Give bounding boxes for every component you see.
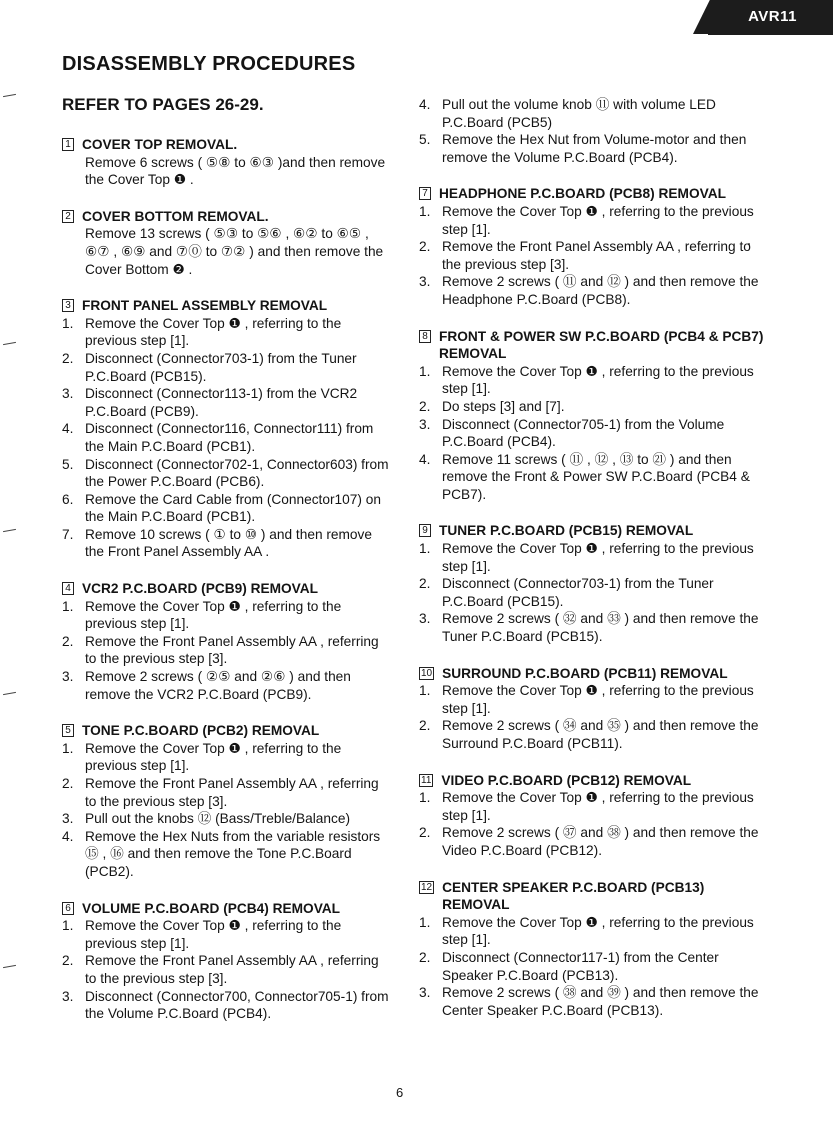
- step-index: 3.: [62, 669, 74, 685]
- refer-pages-heading: REFER TO PAGES 26-29.: [62, 95, 264, 114]
- section-title: HEADPHONE P.C.BOARD (PCB8) REMOVAL: [439, 186, 726, 202]
- section-title: SURROUND P.C.BOARD (PCB11) REMOVAL: [442, 665, 728, 681]
- step-index: 2.: [419, 398, 431, 414]
- step-text: Remove the Card Cable from (Connector107) on the Main P.C.Board (PCB1).: [85, 491, 381, 525]
- margin-mark: [3, 965, 16, 968]
- margin-mark: [3, 529, 16, 532]
- procedure-section: [62, 722, 392, 880]
- step-item: [419, 717, 764, 752]
- section-title: FRONT PANEL ASSEMBLY REMOVAL: [82, 298, 328, 314]
- step-number-box: 11: [421, 774, 432, 786]
- step-item: [62, 456, 392, 491]
- step-item: [419, 682, 764, 717]
- step-text: Remove the Front Panel Assembly AA , referring to the previous step [3].: [442, 239, 751, 272]
- step-number-box: 6: [62, 902, 74, 915]
- step-index: 4.: [62, 828, 74, 844]
- section-heading: [62, 208, 392, 226]
- step-text: Remove 2 screws ( ②⑤ and ②⑥ ) and then remove the VCR2 P.C.Board (PCB9).: [85, 669, 351, 702]
- step-index: 1.: [62, 598, 74, 614]
- step-text: Remove 2 screws ( ㉜ and ㉝ ) and then remove the Tuner P.C.Board (PCB15).: [442, 611, 759, 645]
- step-item: [419, 203, 764, 238]
- step-index: 3.: [419, 274, 431, 290]
- section-title: TONE P.C.BOARD (PCB2) REMOVAL: [82, 723, 320, 739]
- step-number-box: 7: [419, 187, 431, 200]
- step-item: [62, 988, 392, 1023]
- step-index: 1.: [419, 914, 431, 930]
- page-number: 6: [396, 1085, 404, 1100]
- step-index: 2.: [62, 776, 74, 791]
- step-item: [62, 491, 392, 526]
- step-index: 5.: [62, 456, 74, 472]
- step-text: Remove the Front Panel Assembly AA , referring to the previous step [3].: [85, 633, 379, 667]
- step-item: [419, 949, 764, 984]
- step-text: Remove the Front Panel Assembly AA , referring to the previous step [3].: [85, 776, 379, 809]
- step-list: [419, 96, 764, 166]
- step-item: [419, 398, 764, 416]
- step-item: [419, 610, 764, 645]
- step-list: [62, 598, 392, 704]
- step-number-box: 10: [421, 667, 433, 679]
- step-item: [419, 273, 764, 308]
- procedure-section: [62, 580, 392, 703]
- section-heading: [419, 665, 764, 683]
- step-index: 3.: [419, 611, 431, 627]
- step-item: [62, 385, 392, 420]
- section-heading: [419, 328, 764, 363]
- step-item: [62, 828, 392, 881]
- step-text: Disconnect (Connector117-1) from the Center Speaker P.C.Board (PCB13).: [442, 949, 719, 983]
- margin-mark: [3, 692, 16, 695]
- section-title: TUNER P.C.BOARD (PCB15) REMOVAL: [439, 523, 694, 539]
- step-index: 2.: [62, 953, 74, 969]
- step-item: [62, 633, 392, 668]
- section-heading: [62, 580, 392, 598]
- step-list: [419, 914, 764, 1020]
- right-column: [419, 96, 764, 1038]
- procedure-section: [62, 297, 392, 561]
- section-title: VIDEO P.C.BOARD (PCB12) REMOVAL: [441, 772, 692, 788]
- left-column: [62, 136, 392, 1042]
- step-item: [62, 775, 392, 810]
- step-item: [419, 238, 764, 273]
- step-number-box: 1: [62, 138, 74, 151]
- procedure-section: [419, 665, 764, 753]
- section-text: Remove 13 screws ( ⑤③ to ⑤⑥ , ⑥② to ⑥⑤ , ⑥⑦ , ⑥⑨ and ⑦⓪ to ⑦② ) and then remove the Cover Bottom ❷ .: [85, 226, 384, 277]
- step-text: Disconnect (Connector702-1, Connector603) from the Power P.C.Board (PCB6).: [85, 456, 389, 490]
- step-item: [62, 350, 392, 385]
- step-index: 2.: [419, 576, 431, 592]
- step-list: [62, 740, 392, 881]
- procedure-section: [62, 136, 392, 189]
- step-text: Remove 11 screws ( ⑪ , ⑫ , ⑬ to ㉑ ) and then remove the Front & Power SW P.C.Board (PCB4 & PCB7).: [442, 451, 750, 502]
- step-text: Remove the Hex Nut from Volume-motor and then remove the Volume P.C.Board (PCB4).: [442, 132, 747, 165]
- step-text: Remove 2 screws ( ㊲ and ㊳ ) and then remove the Video P.C.Board (PCB12).: [442, 825, 759, 858]
- step-index: 5.: [419, 132, 431, 148]
- section-heading: [62, 722, 392, 740]
- step-index: 1.: [419, 683, 431, 699]
- step-item: [62, 810, 392, 828]
- step-item: [62, 917, 392, 952]
- step-index: 3.: [419, 416, 431, 432]
- step-text: Remove 2 screws ( ⑪ and ⑫ ) and then remove the Headphone P.C.Board (PCB8).: [442, 274, 759, 307]
- margin-mark: [3, 342, 16, 345]
- step-item: [62, 668, 392, 703]
- step-index: 1.: [62, 918, 74, 934]
- step-list: [419, 789, 764, 859]
- step-index: 3.: [62, 811, 74, 827]
- step-item: [62, 315, 392, 350]
- step-number-box: 2: [62, 210, 74, 223]
- step-text: Disconnect (Connector113-1) from the VCR2 P.C.Board (PCB9).: [85, 386, 358, 419]
- step-item: [419, 131, 764, 166]
- step-text: Remove the Cover Top ❶ , referring to the previous step [1].: [85, 918, 342, 951]
- section-heading: [419, 185, 764, 203]
- procedure-section: [419, 96, 764, 166]
- step-item: [419, 363, 764, 398]
- step-item: [62, 740, 392, 775]
- step-item: [419, 575, 764, 610]
- step-list: [419, 540, 764, 646]
- step-text: Remove the Front Panel Assembly AA , referring to the previous step [3].: [85, 953, 379, 986]
- step-text: Remove the Cover Top ❶ , referring to the previous step [1].: [442, 914, 754, 948]
- section-heading: [419, 772, 764, 790]
- section-title: CENTER SPEAKER P.C.BOARD (PCB13) REMOVAL: [442, 879, 705, 913]
- step-text: Disconnect (Connector703-1) from the Tuner P.C.Board (PCB15).: [85, 350, 357, 384]
- step-index: 2.: [62, 350, 74, 366]
- step-index: 1.: [419, 541, 431, 557]
- step-index: 1.: [62, 315, 74, 331]
- procedure-section: [419, 328, 764, 504]
- section-title: COVER BOTTOM REMOVAL.: [82, 208, 269, 224]
- model-label: AVR11: [748, 8, 797, 25]
- section-title: COVER TOP REMOVAL.: [82, 137, 238, 152]
- procedure-section: [419, 185, 764, 308]
- step-text: Remove the Cover Top ❶ , referring to the previous step [1].: [442, 541, 754, 574]
- procedure-section: [62, 900, 392, 1023]
- step-text: Disconnect (Connector703-1) from the Tuner P.C.Board (PCB15).: [442, 576, 714, 609]
- procedure-section: [419, 522, 764, 645]
- section-title: VOLUME P.C.BOARD (PCB4) REMOVAL: [82, 900, 341, 916]
- step-item: [62, 952, 392, 987]
- section-text: Remove 6 screws ( ⑤⑧ to ⑥③ )and then remove the Cover Top ❶ .: [85, 154, 386, 188]
- step-text: Disconnect (Connector116, Connector111) from the Main P.C.Board (PCB1).: [85, 421, 374, 454]
- step-text: Remove the Cover Top ❶ , referring to the previous step [1].: [85, 740, 342, 774]
- step-index: 2.: [419, 825, 431, 841]
- step-text: Remove 10 screws ( ① to ⑩ ) and then remove the Front Panel Assembly AA .: [85, 526, 372, 560]
- step-index: 1.: [419, 363, 431, 379]
- step-index: 3.: [62, 386, 74, 402]
- step-text: Remove the Cover Top ❶ , referring to the previous step [1].: [442, 363, 754, 397]
- step-text: Remove 2 screws ( ㉞ and ㉟ ) and then remove the Surround P.C.Board (PCB11).: [442, 718, 759, 751]
- step-list: [62, 917, 392, 1023]
- step-text: Remove the Cover Top ❶ , referring to the previous step [1].: [442, 203, 754, 237]
- step-text: Pull out the knobs ⑫ (Bass/Treble/Balance): [85, 811, 351, 827]
- step-index: 7.: [62, 526, 74, 542]
- step-list: [419, 682, 764, 752]
- step-list: [419, 203, 764, 309]
- procedure-section: [419, 879, 764, 1020]
- header-rule: [708, 33, 833, 35]
- step-item: [419, 914, 764, 949]
- step-number-box: 9: [419, 524, 431, 537]
- step-index: 4.: [62, 421, 74, 437]
- step-text: Remove the Cover Top ❶ , referring to the previous step [1].: [442, 790, 754, 823]
- step-text: Disconnect (Connector700, Connector705-1) from the Volume P.C.Board (PCB4).: [85, 988, 389, 1022]
- step-text: Remove the Cover Top ❶ , referring to the previous step [1].: [442, 683, 754, 716]
- step-index: 2.: [419, 239, 431, 255]
- margin-mark: [3, 94, 16, 97]
- step-text: Remove 2 screws ( ㊳ and ㊴ ) and then remove the Center Speaker P.C.Board (PCB13).: [442, 985, 759, 1018]
- step-text: Pull out the volume knob ⑪ with volume LED P.C.Board (PCB5): [442, 97, 716, 130]
- step-index: 2.: [62, 633, 74, 649]
- section-title: FRONT & POWER SW P.C.BOARD (PCB4 & PCB7) REMOVAL: [439, 328, 764, 362]
- step-item: [62, 598, 392, 633]
- step-text: Remove the Cover Top ❶ , referring to the previous step [1].: [85, 598, 342, 632]
- step-text: Remove the Hex Nuts from the variable resistors ⑮ , ⑯ and then remove the Tone P.C.Board (PCB2).: [85, 828, 381, 879]
- step-number-box: 4: [62, 582, 74, 595]
- step-number-box: 12: [421, 881, 433, 893]
- step-item: [419, 540, 764, 575]
- procedure-section: [62, 208, 392, 278]
- page-title: DISASSEMBLY PROCEDURES: [62, 53, 356, 75]
- step-text: Remove the Cover Top ❶ , referring to the previous step [1].: [85, 315, 342, 349]
- step-index: 4.: [419, 97, 431, 112]
- step-index: 3.: [419, 985, 431, 1001]
- step-index: 3.: [62, 988, 74, 1004]
- step-list: [62, 315, 392, 561]
- step-item: [419, 984, 764, 1019]
- step-item: [62, 526, 392, 561]
- section-heading: [419, 522, 764, 540]
- step-index: 1.: [419, 790, 431, 806]
- step-index: 1.: [419, 203, 431, 219]
- step-index: 4.: [419, 451, 431, 467]
- step-item: [419, 96, 764, 131]
- step-text: Do steps [3] and [7].: [442, 398, 565, 414]
- step-item: [419, 416, 764, 451]
- section-heading: [62, 900, 392, 918]
- step-index: 2.: [419, 718, 431, 734]
- procedure-section: [419, 772, 764, 860]
- section-heading: [62, 136, 392, 154]
- step-number-box: 5: [62, 724, 74, 737]
- step-item: [419, 451, 764, 504]
- step-index: 2.: [419, 949, 431, 965]
- section-heading: [62, 297, 392, 315]
- step-item: [62, 420, 392, 455]
- step-text: Disconnect (Connector705-1) from the Volume P.C.Board (PCB4).: [442, 416, 725, 450]
- step-item: [419, 789, 764, 824]
- step-index: 1.: [62, 740, 74, 756]
- step-list: [419, 363, 764, 504]
- step-item: [419, 824, 764, 859]
- step-number-box: 8: [419, 330, 431, 343]
- step-index: 6.: [62, 491, 74, 507]
- section-heading: [419, 879, 764, 914]
- step-number-box: 3: [62, 299, 74, 312]
- section-title: VCR2 P.C.BOARD (PCB9) REMOVAL: [82, 581, 319, 597]
